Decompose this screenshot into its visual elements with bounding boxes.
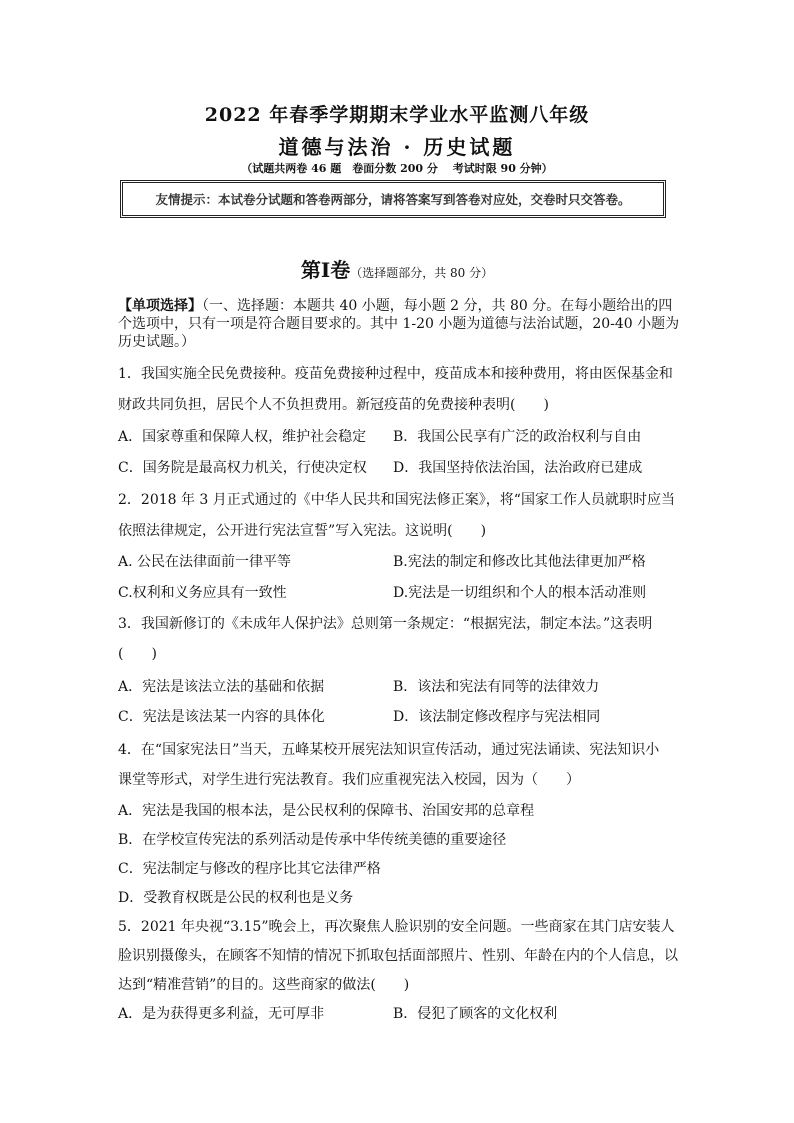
q2-option-b: B.宪法的制定和修改比其他法律更加严格 bbox=[393, 554, 646, 570]
q3-option-d: D．该法制定修改程序与宪法相同 bbox=[393, 709, 601, 725]
q5-option-a: A．是为获得更多利益，无可厚非 bbox=[118, 1006, 325, 1022]
exam-subject: 道德与法治 · 历史试题 bbox=[278, 135, 516, 159]
instructions-tag: 【单项选择】 bbox=[118, 298, 202, 314]
q5-stem-line-2: 脸识别摄像头，在顾客不知情的情况下抓取包括面部照片、性别、年龄在内的个人信息，以 bbox=[118, 948, 678, 964]
q3-option-b: B．该法和宪法有同等的法律效力 bbox=[393, 679, 600, 695]
q2-stem-line-1: 2．2018 年 3 月正式通过的《中华人民共和国宪法修正案》，将“国家工作人员就职时应当 bbox=[118, 492, 675, 508]
section-heading bbox=[0, 254, 794, 283]
exam-meta: （试题共两卷 46 题 卷面分数 200 分 考试时限 90 分钟） bbox=[241, 162, 553, 175]
q3-stem-line-2: ( ) bbox=[118, 646, 157, 662]
q3-stem-line-1: 3．我国新修订的《未成年人保护法》总则第一条规定：“根据宪法，制定本法。”这表明 bbox=[118, 616, 653, 632]
q3-option-a: A．宪法是该法立法的基础和依据 bbox=[118, 679, 325, 695]
q5-stem-line-3: 达到“精准营销”的目的。这些商家的做法( ) bbox=[118, 977, 410, 993]
q1-option-c: C．国务院是最高权力机关，行使决定权 bbox=[118, 460, 367, 476]
q1-option-d: D．我国坚持依法治国，法治政府已建成 bbox=[393, 460, 643, 476]
q4-stem-line-2: 课堂等形式，对学生进行宪法教育。我们应重视宪法入校园，因为（ ） bbox=[118, 772, 580, 788]
q4-stem-line-1: 4．在“国家宪法日”当天，五峰某校开展宪法知识宣传活动，通过宪法诵读、宪法知识小 bbox=[118, 742, 660, 758]
q1-option-a: A．国家尊重和保障人权，维护社会稳定 bbox=[118, 429, 367, 445]
section-title: 第Ⅰ卷 bbox=[300, 258, 351, 282]
q1-stem-line-2: 财政共同负担，居民个人不负担费用。新冠疫苗的免费接种表明( ) bbox=[118, 397, 549, 413]
q4-option-a: A．宪法是我国的根本法，是公民权利的保障书、治国安邦的总章程 bbox=[118, 803, 535, 819]
q1-stem-line-1: 1．我国实施全民免费接种。疫苗免费接种过程中，疫苗成本和接种费用，将由医保基金和 bbox=[118, 366, 673, 382]
q4-option-d: D．受教育权既是公民的权利也是义务 bbox=[118, 890, 354, 906]
instructions bbox=[118, 297, 680, 351]
q2-stem-line-2: 依照法律规定，公开进行宪法宣誓”写入宪法。这说明( ) bbox=[118, 523, 487, 539]
exam-title: 2022 年春季学期期末学业水平监测八年级 bbox=[204, 104, 590, 126]
q2-option-d: D.宪法是一切组织和个人的根本活动准则 bbox=[393, 585, 647, 601]
section-note: （选择题部分，共 80 分） bbox=[350, 266, 494, 280]
q1-option-b: B．我国公民享有广泛的政治权利与自由 bbox=[393, 429, 642, 445]
q4-option-b: B．在学校宣传宪法的系列活动是传承中华传统美德的重要途径 bbox=[118, 832, 507, 848]
notice-text: 友情提示：本试卷分试题和答卷两部分，请将答案写到答卷对应处，交卷时只交答卷。 bbox=[155, 192, 631, 207]
q2-option-a: A. 公民在法律面前一律平等 bbox=[118, 554, 292, 570]
q3-option-c: C．宪法是该法某一内容的具体化 bbox=[118, 709, 325, 725]
q5-stem-line-1: 5．2021 年央视“3.15”晚会上，再次聚焦人脸识别的安全问题。一些商家在其门店安装人 bbox=[118, 919, 675, 935]
q5-option-b: B．侵犯了顾客的文化权利 bbox=[393, 1006, 558, 1022]
instructions-text: （一、选择题：本题共 40 小题，每小题 2 分，共 80 分。在每小题给出的四个选项中，只有一项是符合题目要求的。其中 1-20 小题为道德与法治试题，20-40 小题为历史试题。） bbox=[118, 298, 680, 350]
q4-option-c: C．宪法制定与修改的程序比其它法律严格 bbox=[118, 861, 381, 877]
notice-box bbox=[120, 180, 666, 218]
q2-option-c: C.权利和义务应具有一致性 bbox=[118, 585, 287, 601]
